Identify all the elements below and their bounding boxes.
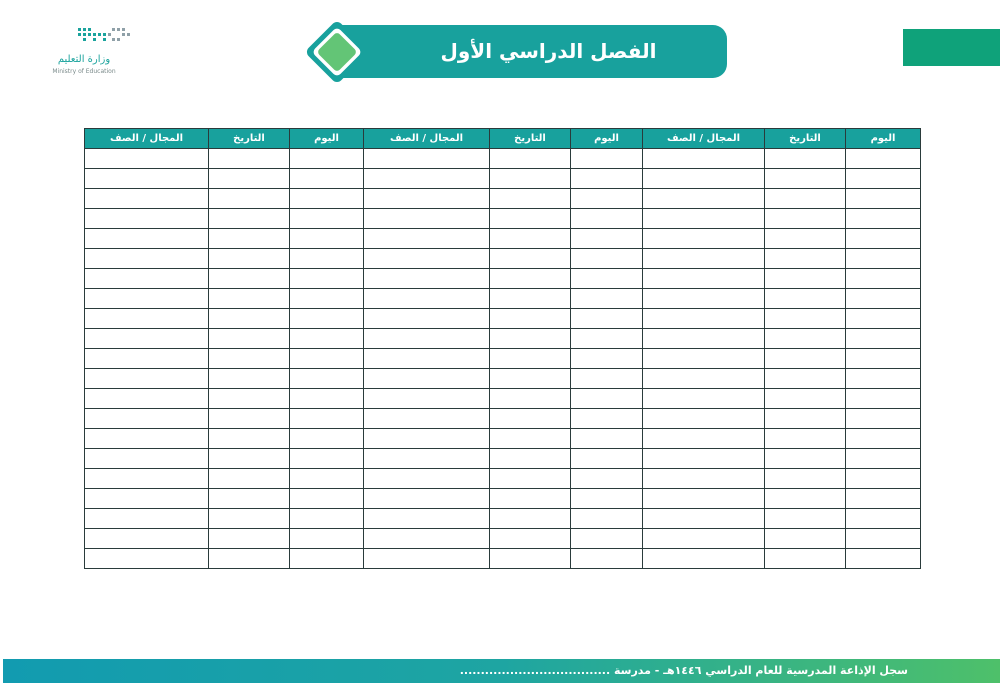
table-cell[interactable] xyxy=(643,449,765,469)
table-cell[interactable] xyxy=(290,429,364,449)
table-row xyxy=(85,149,921,169)
table-cell[interactable] xyxy=(85,229,209,249)
table-cell[interactable] xyxy=(209,329,290,349)
table-cell[interactable] xyxy=(571,449,643,469)
broadcast-log-table xyxy=(84,128,921,569)
table-cell[interactable] xyxy=(846,409,921,429)
table-cell[interactable] xyxy=(490,249,571,269)
table-cell[interactable] xyxy=(490,349,571,369)
table-cell[interactable] xyxy=(490,529,571,549)
table-cell[interactable] xyxy=(571,349,643,369)
table-cell[interactable] xyxy=(290,489,364,509)
table-cell[interactable] xyxy=(490,549,571,569)
table-cell[interactable] xyxy=(643,529,765,549)
header-date-2: التاريخ xyxy=(490,129,571,149)
table-row xyxy=(85,529,921,549)
table-cell[interactable] xyxy=(846,489,921,509)
table-cell[interactable] xyxy=(846,389,921,409)
table-cell[interactable] xyxy=(490,449,571,469)
table-cell[interactable] xyxy=(765,549,846,569)
table-row xyxy=(85,489,921,509)
table-cell[interactable] xyxy=(571,309,643,329)
table-cell[interactable] xyxy=(85,469,209,489)
table-cell[interactable] xyxy=(85,409,209,429)
table-row xyxy=(85,269,921,289)
table-cell[interactable] xyxy=(571,169,643,189)
table-row xyxy=(85,429,921,449)
table-cell[interactable] xyxy=(490,389,571,409)
table-cell[interactable] xyxy=(209,449,290,469)
table-cell[interactable] xyxy=(643,189,765,209)
table-cell[interactable] xyxy=(490,269,571,289)
table-cell[interactable] xyxy=(765,149,846,169)
table-row xyxy=(85,189,921,209)
table-cell[interactable] xyxy=(290,509,364,529)
ministry-name-english: Ministry of Education xyxy=(52,68,116,75)
table-cell[interactable] xyxy=(209,409,290,429)
table-cell[interactable] xyxy=(643,289,765,309)
table-cell[interactable] xyxy=(765,329,846,349)
table-cell[interactable] xyxy=(85,309,209,329)
table-cell[interactable] xyxy=(846,169,921,189)
header-day-1: اليوم xyxy=(846,129,921,149)
table-cell[interactable] xyxy=(209,169,290,189)
table-cell[interactable] xyxy=(571,369,643,389)
table-cell[interactable] xyxy=(209,529,290,549)
table-cell[interactable] xyxy=(846,149,921,169)
ministry-logo xyxy=(44,26,144,78)
table-cell[interactable] xyxy=(490,149,571,169)
table-cell[interactable] xyxy=(290,189,364,209)
table-cell[interactable] xyxy=(643,429,765,449)
table-cell[interactable] xyxy=(85,449,209,469)
table-cell[interactable] xyxy=(85,329,209,349)
table-cell[interactable] xyxy=(209,309,290,329)
table-cell[interactable] xyxy=(765,529,846,549)
table-cell[interactable] xyxy=(643,469,765,489)
table-cell[interactable] xyxy=(643,509,765,529)
table-cell[interactable] xyxy=(765,169,846,189)
table-cell[interactable] xyxy=(209,549,290,569)
table-cell[interactable] xyxy=(571,269,643,289)
table-row xyxy=(85,309,921,329)
table-cell[interactable] xyxy=(490,229,571,249)
table-cell[interactable] xyxy=(290,249,364,269)
table-cell[interactable] xyxy=(85,369,209,389)
table-cell[interactable] xyxy=(85,349,209,369)
table-cell[interactable] xyxy=(290,149,364,169)
ministry-logo-mark-icon xyxy=(76,26,136,46)
corner-accent xyxy=(903,29,1000,66)
table-cell[interactable] xyxy=(209,249,290,269)
header-date-1: التاريخ xyxy=(765,129,846,149)
table-cell[interactable] xyxy=(364,489,490,509)
table-cell[interactable] xyxy=(846,349,921,369)
table-row xyxy=(85,289,921,309)
table-header-row xyxy=(85,129,921,149)
table-cell[interactable] xyxy=(490,289,571,309)
table-cell[interactable] xyxy=(643,409,765,429)
table-row xyxy=(85,229,921,249)
table-cell[interactable] xyxy=(643,229,765,249)
table-cell[interactable] xyxy=(364,409,490,429)
table-row xyxy=(85,169,921,189)
table-cell[interactable] xyxy=(85,529,209,549)
table-cell[interactable] xyxy=(846,289,921,309)
title-banner xyxy=(330,25,727,78)
table-cell[interactable] xyxy=(85,389,209,409)
table-cell[interactable] xyxy=(765,429,846,449)
table-cell[interactable] xyxy=(209,149,290,169)
table-cell[interactable] xyxy=(643,169,765,189)
table-cell[interactable] xyxy=(85,249,209,269)
table-cell[interactable] xyxy=(364,389,490,409)
table-cell[interactable] xyxy=(643,269,765,289)
table-cell[interactable] xyxy=(571,409,643,429)
table-cell[interactable] xyxy=(364,469,490,489)
table-cell[interactable] xyxy=(290,549,364,569)
table-row xyxy=(85,389,921,409)
table-cell[interactable] xyxy=(846,249,921,269)
table-cell[interactable] xyxy=(571,249,643,269)
table-row xyxy=(85,509,921,529)
table-cell[interactable] xyxy=(765,189,846,209)
table-cell[interactable] xyxy=(571,489,643,509)
table-row xyxy=(85,369,921,389)
table-cell[interactable] xyxy=(765,369,846,389)
table-cell[interactable] xyxy=(209,509,290,529)
table-cell[interactable] xyxy=(209,369,290,389)
table-cell[interactable] xyxy=(846,469,921,489)
table-cell[interactable] xyxy=(846,229,921,249)
table-cell[interactable] xyxy=(643,349,765,369)
table-cell[interactable] xyxy=(846,309,921,329)
table-cell[interactable] xyxy=(571,509,643,529)
table-cell[interactable] xyxy=(290,389,364,409)
table-cell[interactable] xyxy=(364,329,490,349)
table-cell[interactable] xyxy=(290,469,364,489)
table-cell[interactable] xyxy=(765,389,846,409)
table-cell[interactable] xyxy=(209,189,290,209)
table-cell[interactable] xyxy=(209,269,290,289)
table-cell[interactable] xyxy=(290,409,364,429)
header-domain-class-3: المجال / الصف xyxy=(85,129,209,149)
table-cell[interactable] xyxy=(490,169,571,189)
table-cell[interactable] xyxy=(290,529,364,549)
table-cell[interactable] xyxy=(643,309,765,329)
table-cell[interactable] xyxy=(364,529,490,549)
table-cell[interactable] xyxy=(364,209,490,229)
table-cell[interactable] xyxy=(490,429,571,449)
table-cell[interactable] xyxy=(364,509,490,529)
header-domain-class-1: المجال / الصف xyxy=(643,129,765,149)
footer-bar xyxy=(3,659,1000,683)
table-cell[interactable] xyxy=(364,369,490,389)
table-cell[interactable] xyxy=(290,369,364,389)
table-cell[interactable] xyxy=(85,489,209,509)
table-cell[interactable] xyxy=(571,549,643,569)
table-cell[interactable] xyxy=(290,329,364,349)
table-cell[interactable] xyxy=(846,209,921,229)
table-cell[interactable] xyxy=(846,529,921,549)
table-cell[interactable] xyxy=(290,289,364,309)
table-cell[interactable] xyxy=(571,289,643,309)
table-cell[interactable] xyxy=(209,229,290,249)
table-cell[interactable] xyxy=(846,549,921,569)
ministry-name-arabic: وزارة التعليم xyxy=(57,54,111,65)
table-cell[interactable] xyxy=(846,369,921,389)
table-cell[interactable] xyxy=(571,429,643,449)
table-cell[interactable] xyxy=(846,429,921,449)
table-cell[interactable] xyxy=(209,289,290,309)
table-cell[interactable] xyxy=(765,409,846,429)
table-cell[interactable] xyxy=(290,449,364,469)
table-cell[interactable] xyxy=(490,369,571,389)
table-cell[interactable] xyxy=(85,209,209,229)
table-cell[interactable] xyxy=(209,389,290,409)
table-cell[interactable] xyxy=(364,449,490,469)
table-cell[interactable] xyxy=(364,149,490,169)
table-cell[interactable] xyxy=(490,409,571,429)
table-cell[interactable] xyxy=(643,149,765,169)
table-cell[interactable] xyxy=(765,209,846,229)
table-cell[interactable] xyxy=(364,549,490,569)
header-date-3: التاريخ xyxy=(209,129,290,149)
table-cell[interactable] xyxy=(290,269,364,289)
table-cell[interactable] xyxy=(765,289,846,309)
table-cell[interactable] xyxy=(85,189,209,209)
table-cell[interactable] xyxy=(364,429,490,449)
table-cell[interactable] xyxy=(490,509,571,529)
table-cell[interactable] xyxy=(209,429,290,449)
table-cell[interactable] xyxy=(209,469,290,489)
table-cell[interactable] xyxy=(571,209,643,229)
table-cell[interactable] xyxy=(571,469,643,489)
table-row xyxy=(85,409,921,429)
table-cell[interactable] xyxy=(364,169,490,189)
table-row xyxy=(85,469,921,489)
table-cell[interactable] xyxy=(846,449,921,469)
table-cell[interactable] xyxy=(85,509,209,529)
table-cell[interactable] xyxy=(765,349,846,369)
table-cell[interactable] xyxy=(643,549,765,569)
table-cell[interactable] xyxy=(643,489,765,509)
table-cell[interactable] xyxy=(571,529,643,549)
table-cell[interactable] xyxy=(290,209,364,229)
table-cell[interactable] xyxy=(290,169,364,189)
table-cell[interactable] xyxy=(85,289,209,309)
table-cell[interactable] xyxy=(490,329,571,349)
table-cell[interactable] xyxy=(765,309,846,329)
table-row xyxy=(85,329,921,349)
header-day-2: اليوم xyxy=(571,129,643,149)
table-cell[interactable] xyxy=(364,269,490,289)
table-row xyxy=(85,209,921,229)
table-cell[interactable] xyxy=(85,149,209,169)
table-cell[interactable] xyxy=(364,249,490,269)
table-cell[interactable] xyxy=(846,189,921,209)
header-domain-class-2: المجال / الصف xyxy=(364,129,490,149)
table-row xyxy=(85,349,921,369)
page-title: الفصل الدراسي الأول xyxy=(440,39,657,63)
table-cell[interactable] xyxy=(571,149,643,169)
table-cell[interactable] xyxy=(643,209,765,229)
table-cell[interactable] xyxy=(290,309,364,329)
table-cell[interactable] xyxy=(85,549,209,569)
table-cell[interactable] xyxy=(765,469,846,489)
table-cell[interactable] xyxy=(364,229,490,249)
table-cell[interactable] xyxy=(846,269,921,289)
table-cell[interactable] xyxy=(846,509,921,529)
table-cell[interactable] xyxy=(765,249,846,269)
table-cell[interactable] xyxy=(364,349,490,369)
table-cell[interactable] xyxy=(490,209,571,229)
table-row xyxy=(85,249,921,269)
table-cell[interactable] xyxy=(85,429,209,449)
table-cell[interactable] xyxy=(765,269,846,289)
table-cell[interactable] xyxy=(765,489,846,509)
table-cell[interactable] xyxy=(364,289,490,309)
table-cell[interactable] xyxy=(85,269,209,289)
table-cell[interactable] xyxy=(643,389,765,409)
table-cell[interactable] xyxy=(364,309,490,329)
table-cell[interactable] xyxy=(290,229,364,249)
header-day-3: اليوم xyxy=(290,129,364,149)
table-cell[interactable] xyxy=(846,329,921,349)
table-row xyxy=(85,449,921,469)
table-cell[interactable] xyxy=(290,349,364,369)
table-cell[interactable] xyxy=(209,209,290,229)
table-cell[interactable] xyxy=(490,469,571,489)
table-cell[interactable] xyxy=(364,189,490,209)
table-cell[interactable] xyxy=(571,329,643,349)
table-cell[interactable] xyxy=(490,309,571,329)
table-cell[interactable] xyxy=(209,489,290,509)
table-cell[interactable] xyxy=(765,449,846,469)
table-cell[interactable] xyxy=(643,249,765,269)
table-cell[interactable] xyxy=(571,389,643,409)
table-cell[interactable] xyxy=(571,229,643,249)
table-cell[interactable] xyxy=(765,509,846,529)
table-cell[interactable] xyxy=(643,369,765,389)
table-cell[interactable] xyxy=(85,169,209,189)
table-cell[interactable] xyxy=(643,329,765,349)
table-cell[interactable] xyxy=(571,189,643,209)
table-cell[interactable] xyxy=(490,189,571,209)
footer-caption: سجل الإذاعة المدرسية للعام الدراسي ١٤٤٦هـ - مدرسة .................................... xyxy=(459,664,908,677)
table-cell[interactable] xyxy=(490,489,571,509)
table-cell[interactable] xyxy=(209,349,290,369)
table-cell[interactable] xyxy=(765,229,846,249)
table-row xyxy=(85,549,921,569)
diamond-emblem-icon xyxy=(302,17,372,87)
